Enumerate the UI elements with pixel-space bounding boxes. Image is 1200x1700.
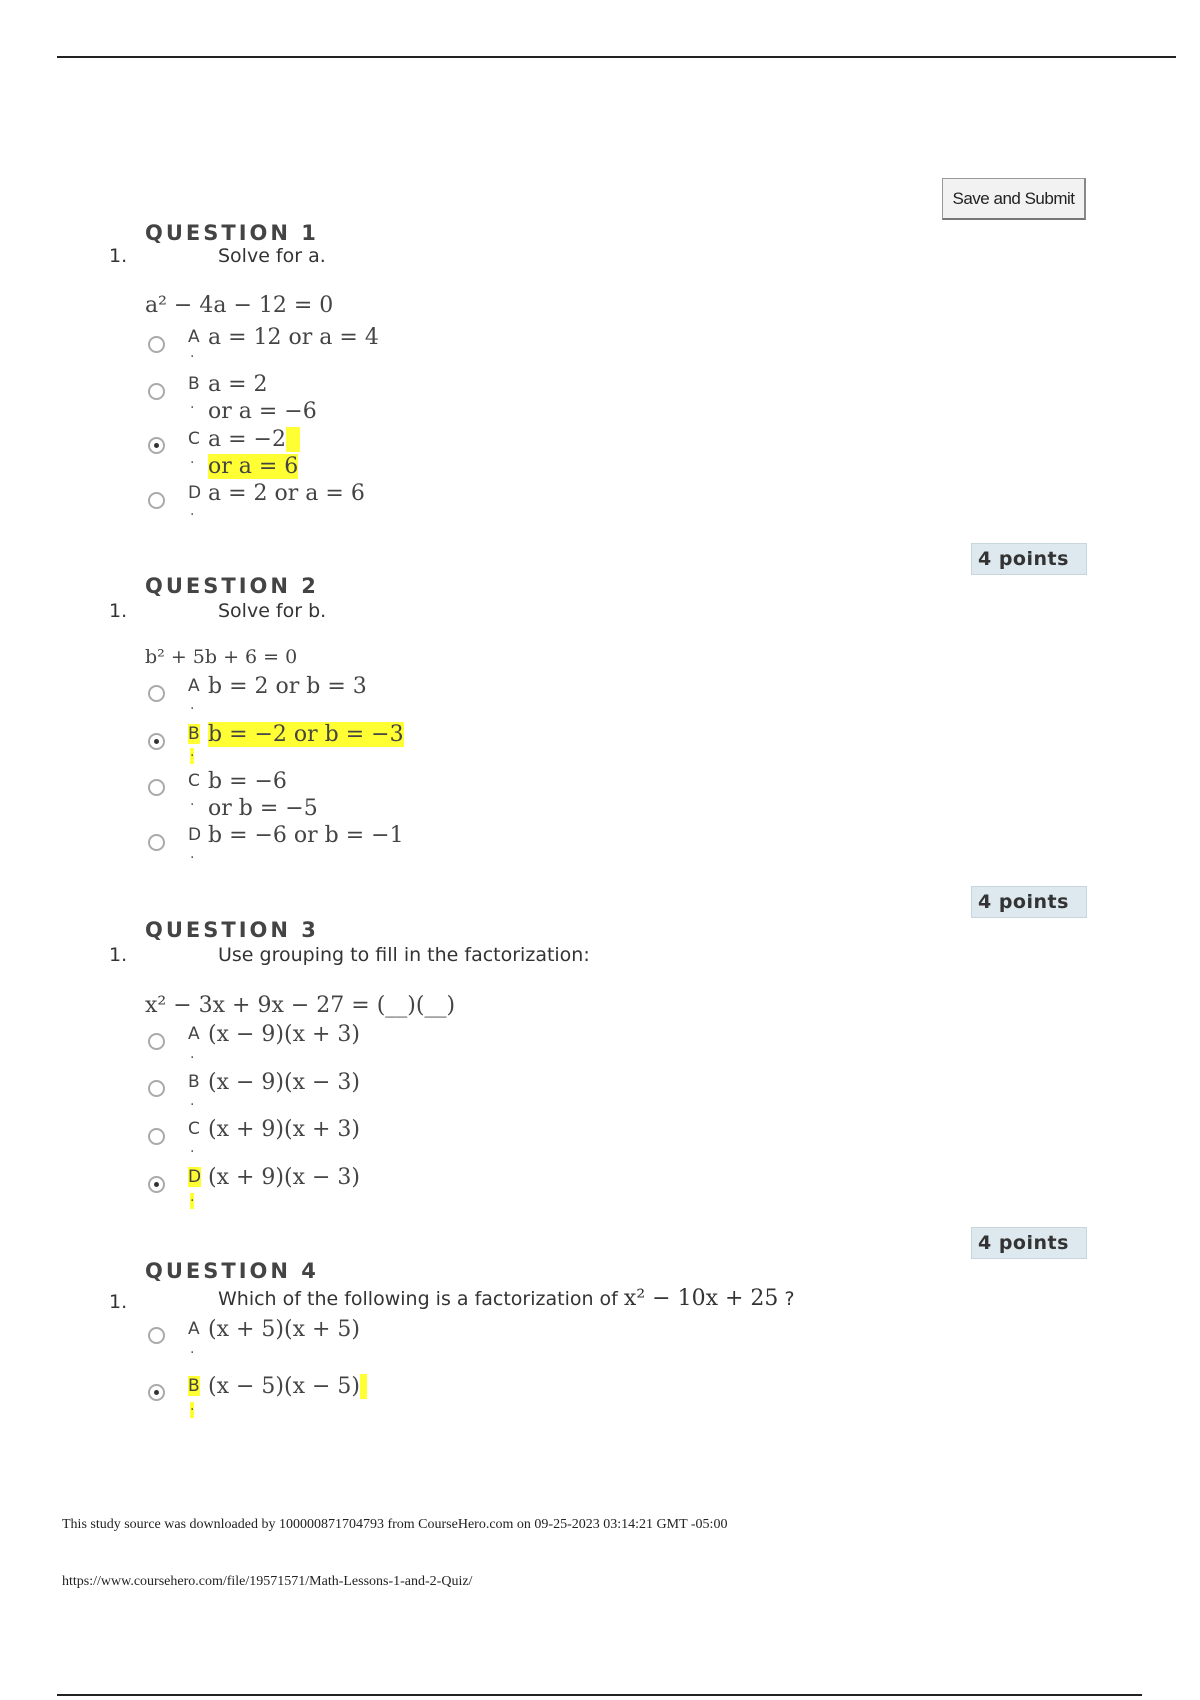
q4-choice-b-letter-text: B <box>188 1376 200 1396</box>
q2-choice-d-letter: D <box>188 825 202 845</box>
source-url[interactable]: https://www.coursehero.com/file/19571571/Math-Lessons-1-and-2-Quiz/ <box>62 1574 473 1589</box>
q2-choice-d-text: b = −6 or b = −1 <box>208 823 404 848</box>
q1-choice-a-letter: A <box>188 327 200 347</box>
q3-choice-d-dot: · <box>190 1193 195 1209</box>
q4-choice-b-value: (x − 5)(x − 5) <box>208 1374 360 1399</box>
q1-choice-d-text: a = 2 or a = 6 <box>208 481 365 506</box>
q4-choice-b-letter <box>188 1376 200 1396</box>
q1-choice-b-letter: B <box>188 374 200 394</box>
question-2-number: 1. <box>109 600 128 622</box>
q2-choice-c-dot: · <box>190 797 195 813</box>
q3-choice-c-letter: C <box>188 1119 200 1139</box>
q3-choice-a-letter: A <box>188 1024 200 1044</box>
q3-choice-b-dot: · <box>190 1097 195 1113</box>
question-2-prompt: Solve for b. <box>218 600 327 622</box>
q3-choice-b-radio[interactable] <box>148 1080 165 1097</box>
q2-choice-a-dot: · <box>190 701 195 717</box>
save-and-submit-button[interactable]: Save and Submit <box>942 178 1086 220</box>
question-4-number: 1. <box>109 1291 128 1313</box>
q3-choice-c-dot: · <box>190 1144 195 1160</box>
q1-choice-b-dot: · <box>190 400 195 416</box>
q2-choice-d-radio[interactable] <box>148 834 165 851</box>
q2-choice-a-text: b = 2 or b = 3 <box>208 674 367 699</box>
q1-choice-b-text: a = 2 <box>208 372 268 397</box>
q4-choice-b-dot: · <box>190 1402 195 1418</box>
q2-choice-b-letter-text: B <box>188 724 200 744</box>
q1-choice-d-radio[interactable] <box>148 492 165 509</box>
q1-choice-b-cont: or a = −6 <box>208 399 317 424</box>
q3-choice-a-dot: · <box>190 1050 195 1066</box>
q1-choice-a-radio[interactable] <box>148 336 165 353</box>
q1-choice-c-highlight <box>286 427 300 452</box>
q3-choice-b-letter: B <box>188 1072 200 1092</box>
q4-choice-b-text <box>208 1374 367 1399</box>
question-3-points-badge: 4 points <box>971 886 1087 918</box>
q2-choice-a-letter: A <box>188 676 200 696</box>
question-3-number: 1. <box>109 944 128 966</box>
q4-choice-a-letter: A <box>188 1319 200 1339</box>
question-1-number: 1. <box>109 245 128 267</box>
q1-choice-c-radio-selected[interactable] <box>148 437 165 454</box>
q1-choice-d-letter: D <box>188 483 202 503</box>
question-1-prompt: Solve for a. <box>218 245 326 267</box>
question-1-title: QUESTION 1 <box>145 221 319 245</box>
question-4-title: QUESTION 4 <box>145 1259 319 1283</box>
download-note: This study source was downloaded by 100000871704793 from CourseHero.com on 09-25-2023 03:14:21 GMT -05:00 <box>62 1517 728 1532</box>
q3-choice-a-radio[interactable] <box>148 1033 165 1050</box>
q1-choice-a-text: a = 12 or a = 4 <box>208 325 379 350</box>
q3-choice-c-text: (x + 9)(x + 3) <box>208 1117 360 1142</box>
q3-choice-d-radio-selected[interactable] <box>148 1176 165 1193</box>
question-4-prompt-math: x² − 10x + 25 <box>623 1286 779 1311</box>
q1-choice-c-text <box>208 427 300 452</box>
q3-choice-d-text: (x + 9)(x − 3) <box>208 1165 360 1190</box>
question-3-prompt: Use grouping to fill in the factorization: <box>218 944 590 966</box>
q4-choice-a-text: (x + 5)(x + 5) <box>208 1317 360 1342</box>
q3-choice-d-letter-text: D <box>188 1167 202 1187</box>
q4-choice-a-dot: · <box>190 1345 195 1361</box>
q3-choice-a-text: (x − 9)(x + 3) <box>208 1022 360 1047</box>
q1-choice-a-dot: · <box>190 349 195 365</box>
q2-choice-c-text: b = −6 <box>208 769 287 794</box>
q1-choice-b-radio[interactable] <box>148 383 165 400</box>
question-4-prompt-end: ? <box>784 1288 795 1310</box>
q2-choice-b-radio-selected[interactable] <box>148 733 165 750</box>
q3-choice-c-radio[interactable] <box>148 1128 165 1145</box>
bottom-rule <box>57 1694 1142 1696</box>
q2-choice-b-dot: · <box>190 748 195 764</box>
question-4-points-badge: 4 points <box>971 1227 1087 1259</box>
question-3-title: QUESTION 3 <box>145 918 319 942</box>
q2-choice-b-letter <box>188 724 200 744</box>
q1-choice-c-value: a = −2 <box>208 427 286 452</box>
q2-choice-b-text <box>208 722 404 747</box>
question-4-prompt-text: Which of the following is a factorization of <box>218 1288 618 1310</box>
q3-choice-d-letter <box>188 1167 201 1187</box>
q4-choice-b-radio-selected[interactable] <box>148 1384 165 1401</box>
top-rule <box>57 56 1176 58</box>
q3-choice-b-text: (x − 9)(x − 3) <box>208 1070 360 1095</box>
question-2-expression: b² + 5b + 6 = 0 <box>145 646 298 668</box>
question-1-expression: a² − 4a − 12 = 0 <box>145 293 334 318</box>
q1-choice-c-letter: C <box>188 429 200 449</box>
q4-choice-b-highlight <box>360 1374 367 1399</box>
question-2-points-badge: 4 points <box>971 543 1087 575</box>
q1-choice-c-cont <box>208 454 298 479</box>
q2-choice-c-cont: or b = −5 <box>208 796 318 821</box>
q2-choice-c-letter: C <box>188 771 200 791</box>
q1-choice-d-dot: · <box>190 507 195 523</box>
q2-choice-c-radio[interactable] <box>148 779 165 796</box>
question-2-title: QUESTION 2 <box>145 574 319 598</box>
q2-choice-d-dot: · <box>190 850 195 866</box>
q4-choice-a-radio[interactable] <box>148 1327 165 1344</box>
question-4-prompt <box>218 1286 795 1311</box>
q2-choice-a-radio[interactable] <box>148 685 165 702</box>
q2-choice-b-value: b = −2 or b = −3 <box>208 722 404 747</box>
q1-choice-c-dot: · <box>190 455 195 471</box>
q1-choice-c-cont-text: or a = 6 <box>208 454 299 479</box>
question-3-expression: x² − 3x + 9x − 27 = (__)(__) <box>145 993 456 1018</box>
